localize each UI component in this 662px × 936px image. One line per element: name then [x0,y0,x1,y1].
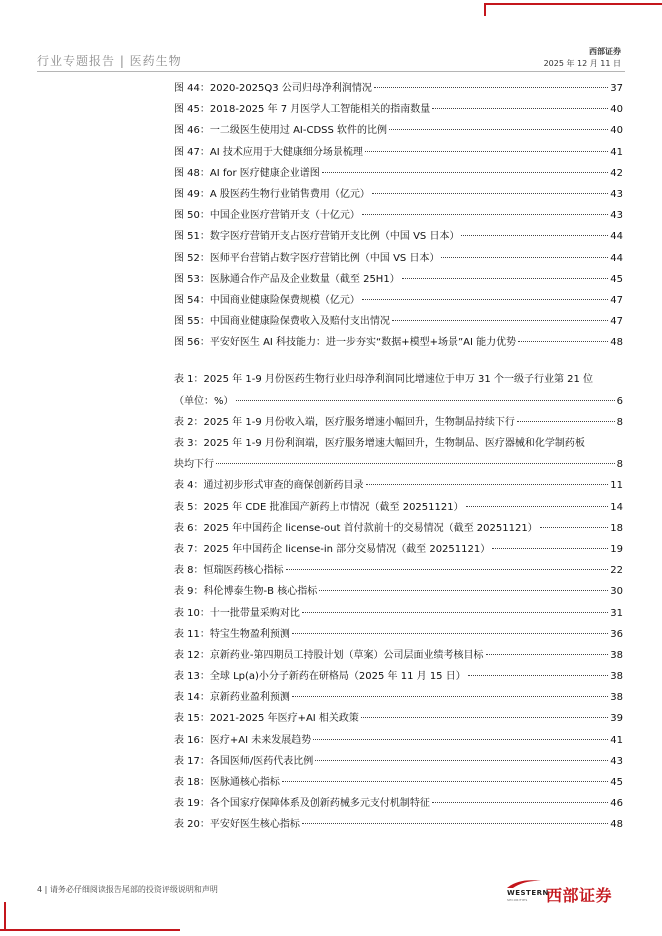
toc-table-entry-first-line[interactable]: 表 3：2025 年 1-9 月份利润端，医疗服务增速大幅回升，生物制品、医疗器械和化学制药板 [174,438,585,449]
toc-entry-label: 表 11：特宝生物盈利预测 [174,628,290,640]
toc-page-number: 44 [610,231,623,243]
toc-table-entry[interactable] [174,793,623,814]
toc-page-number: 43 [610,210,623,222]
toc-dot-leader [518,341,608,342]
toc-entry-label: 表 15：2021-2025 年医疗+AI 相关政策 [174,713,359,725]
toc-entry-label: 图 51：数字医疗营销开支占医疗营销开支比例（中国 VS 日本） [174,231,460,243]
toc-figure-entry[interactable] [174,226,623,247]
table-list [174,475,623,835]
toc-table-entry[interactable] [174,814,623,835]
toc-entry-label: 表 14：京新药业盈利预测 [174,692,290,704]
toc-page-number: 48 [610,337,623,349]
toc-table-entry[interactable] [174,645,623,666]
toc-entry-label: 表 8：恒瑞医药核心指标 [174,565,284,577]
logo-chinese-name: 西部证券 [546,886,613,905]
toc-entry-label: 表 2：2025 年 1-9 月份收入端，医疗服务增速小幅回升，生物制品持续下行 [174,416,515,428]
toc-dot-leader [461,235,608,236]
toc-entry-label: 图 50：中国企业医疗营销开支（十亿元） [174,210,360,222]
toc-dot-leader [432,108,608,109]
toc-page-number: 41 [610,146,623,158]
toc-entry-label: 图 56：平安好医生 AI 科技能力：进一步夯实“数据+模型+场景”AI 能力优势 [174,337,517,349]
toc-dot-leader [236,400,615,401]
toc-dot-leader [322,172,608,173]
report-date: 2025 年 12 月 11 日 [543,59,621,68]
toc-page-number: 40 [610,104,623,116]
toc-page-number: 37 [610,83,623,94]
toc-dot-leader [282,781,608,782]
toc-dot-leader [286,569,609,570]
toc-entry-label: 图 46：一二级医生使用过 AI-CDSS 软件的比例 [174,125,388,137]
corner-mark-top-right [484,3,662,5]
toc-page-number: 40 [610,125,623,137]
corner-mark-top-right-vertical [484,3,486,16]
toc-figure-entry[interactable] [174,99,623,120]
toc-figure-entry[interactable] [174,184,623,205]
toc-dot-leader [441,257,608,258]
toc-page-number: 8 [616,416,623,428]
toc-entry-label: 图 55：中国商业健康险保费收入及赔付支出情况 [174,316,390,328]
toc-dot-leader [362,299,608,300]
toc-dot-leader [374,87,608,88]
toc-dot-leader [315,760,608,761]
toc-dot-leader [292,633,608,634]
toc-dot-leader [517,421,615,422]
corner-mark-bottom-left [0,929,180,931]
toc-dot-leader [389,129,608,130]
toc-dot-leader [362,214,608,215]
toc-dot-leader [392,320,608,321]
toc-dot-leader [432,802,608,803]
toc-table-entry-continuation[interactable] [174,454,623,475]
toc-dot-leader [319,590,608,591]
toc-figure-entry[interactable] [174,78,623,99]
toc-entry-label: 表 18：医脉通核心指标 [174,777,280,788]
toc-page-number: 39 [610,713,623,725]
toc-page-number: 38 [610,692,623,704]
toc-dot-leader [366,484,609,485]
toc-table-entry[interactable] [174,581,623,602]
toc-page-number: 36 [610,628,623,640]
table-of-contents [174,78,623,836]
toc-table-entry[interactable] [174,730,623,751]
toc-figure-entry[interactable] [174,269,623,290]
toc-table-entry[interactable] [174,666,623,687]
toc-page-number: 48 [610,819,623,831]
toc-page-number: 45 [610,273,623,285]
toc-page-number: 38 [610,671,623,683]
toc-entry-label: 图 47：AI 技术应用于大健康细分场景梳理 [174,146,363,158]
table-list-wrapped [174,369,623,475]
toc-entry-label: 图 52：医师平台营销占数字医疗营销比例（中国 VS 日本） [174,252,440,264]
toc-entry-label: 图 54：中国商业健康险保费规模（亿元） [174,294,360,306]
toc-figure-entry[interactable] [174,142,623,163]
toc-page-number: 43 [610,755,623,767]
toc-entry-label: 表 20：平安好医生核心指标 [174,819,300,831]
toc-entry-label: 表 16：医疗+AI 未来发展趋势 [174,734,312,746]
toc-table-entry[interactable] [174,539,623,560]
toc-dot-leader [466,506,609,507]
report-section-title: 行业专题报告 | 医药生物 [37,54,182,68]
toc-page-number: 30 [610,586,623,598]
toc-figure-entry[interactable] [174,332,623,353]
footer-disclaimer: 4 | 请务必仔细阅读报告尾部的投资评级说明和声明 [37,885,218,894]
toc-page-number: 46 [610,798,623,810]
toc-table-entry-continuation[interactable] [174,391,623,412]
toc-table-entry-first-line[interactable]: 表 1：2025 年 1-9 月份医药生物行业归母净利润同比增速位于申万 31 个一级子行业第 21 位 [174,374,594,386]
toc-dot-leader [486,654,609,655]
toc-page-number: 14 [610,501,623,513]
toc-page-number: 22 [610,565,623,577]
toc-figure-entry[interactable] [174,311,623,332]
toc-dot-leader [372,193,608,194]
toc-table-entry[interactable] [174,497,623,518]
toc-entry-label: 表 6：2025 年中国药企 license-out 首付款前十的交易情况（截至 20251121） [174,522,538,534]
toc-page-number: 43 [610,188,623,200]
toc-entry-label: 表 17：各国医师/医药代表比例 [174,755,314,767]
toc-entry-label: 表 4：通过初步形式审查的商保创新药目录 [174,480,364,492]
toc-page-number: 44 [610,252,623,264]
toc-table-entry[interactable] [174,772,623,793]
toc-figure-entry[interactable] [174,163,623,184]
toc-entry-label: 图 45：2018-2025 年 7 月医学人工智能相关的指南数量 [174,104,431,116]
section-gap [174,353,623,369]
toc-table-entry[interactable] [174,518,623,539]
toc-entry-label: 表 5：2025 年 CDE 批准国产新药上市情况（截至 20251121） [174,501,464,513]
toc-entry-label: 图 53：医脉通合作产品及企业数量（截至 25H1） [174,273,400,285]
toc-page-number: 8 [616,459,623,471]
toc-figure-entry[interactable] [174,120,623,141]
toc-entry-label: 表 10：十一批带量采购对比 [174,607,300,619]
header-brand: 西部证券 [589,47,621,56]
toc-page-number: 42 [610,167,623,179]
toc-table-entry[interactable] [174,603,623,624]
toc-entry-label: 表 7：2025 年中国药企 license-in 部分交易情况（截至 20251121） [174,543,491,555]
toc-dot-leader [365,151,608,152]
toc-figure-entry[interactable] [174,248,623,269]
toc-dot-leader [216,463,615,464]
toc-table-entry[interactable] [174,751,623,772]
header-divider [37,71,625,72]
toc-table-entry[interactable] [174,624,623,645]
logo-english-subtitle: SECURITIES [507,898,528,902]
toc-figure-entry[interactable] [174,205,623,226]
toc-entry-label: 表 9：科伦博泰生物-B 核心指标 [174,586,318,598]
toc-page-number: 19 [610,543,623,555]
toc-dot-leader [402,278,609,279]
toc-dot-leader [292,696,608,697]
toc-table-entry[interactable] [174,412,623,433]
western-securities-logo [505,878,625,906]
toc-table-entry[interactable] [174,560,623,581]
toc-dot-leader [492,548,608,549]
toc-table-entry[interactable] [174,687,623,708]
toc-entry-label: 块均下行 [174,459,214,471]
toc-page-number: 47 [610,294,623,306]
toc-page-number: 45 [610,777,623,788]
toc-entry-label: 表 12：京新药业-第四期员工持股计划（草案）公司层面业绩考核目标 [174,649,484,661]
toc-table-entry[interactable] [174,708,623,729]
toc-page-number: 38 [610,649,623,661]
toc-page-number: 41 [610,734,623,746]
toc-dot-leader [361,717,608,718]
corner-mark-bottom-left-vertical [4,902,6,930]
header-brand-block [544,46,621,70]
toc-page-number: 6 [616,395,623,407]
toc-entry-label: 图 44：2020-2025Q3 公司归母净利润情况 [174,83,372,94]
toc-dot-leader [540,527,609,528]
logo-english-name: WESTERN [507,889,549,897]
toc-dot-leader [468,675,609,676]
toc-page-number: 18 [610,522,623,534]
toc-entry-label: 表 13：全球 Lp(a)小分子新药在研格局（2025 年 11 月 15 日） [174,671,466,683]
toc-dot-leader [302,823,608,824]
toc-entry-label: 图 48：AI for 医疗健康企业谱图 [174,167,320,179]
toc-page-number: 11 [610,480,623,492]
toc-table-entry[interactable] [174,475,623,496]
toc-entry-label: 图 49：A 股医药生物行业销售费用（亿元） [174,188,370,200]
toc-dot-leader [313,739,608,740]
toc-entry-label: 表 19：各个国家疗保障体系及创新药械多元支付机制特征 [174,798,430,810]
toc-page-number: 47 [610,316,623,328]
toc-dot-leader [302,612,608,613]
toc-figure-entry[interactable] [174,290,623,311]
figure-list [174,78,623,353]
toc-page-number: 31 [610,607,623,619]
toc-entry-label: （单位：%） [174,395,234,407]
